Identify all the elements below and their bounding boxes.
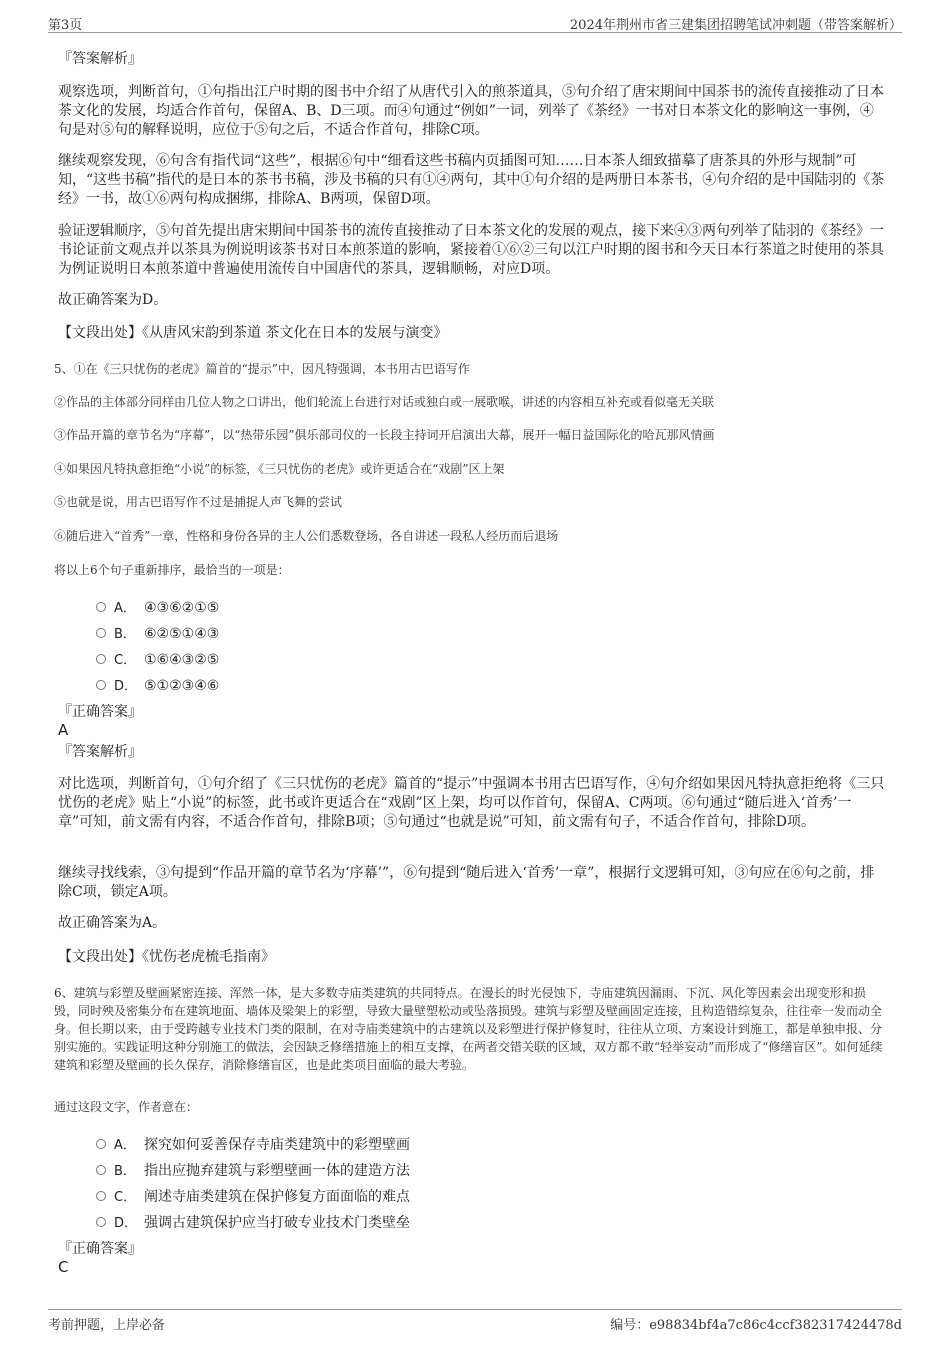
- q5-sentence-5: ⑤也就是说，用古巴语写作不过是捕捉人声飞舞的尝试: [54, 495, 343, 509]
- radio-icon[interactable]: [96, 680, 106, 690]
- radio-icon[interactable]: [96, 628, 106, 638]
- q4-analysis-p3: 验证逻辑顺序，⑤句首先提出唐宋期间中国茶书的流传直接推动了日本茶文化的发展的观点，接下来④③两句列举了陆羽的《茶经》一书论证前文观点并以茶具为例说明该茶书对日本煎茶道的影响，紧接着①⑥②三句以江户时期的图书和今天日本行茶道之时使用的茶具为例证说明日本煎茶道中普遍使用流传自中国唐代的茶具，逻辑顺畅，对应D项。: [58, 223, 884, 277]
- q6-answer: C: [58, 1258, 69, 1276]
- q4-source: 【文段出处】《从唐风宋韵到茶道 茶文化在日本的发展与演变》: [58, 325, 448, 341]
- q5-sentence-4: ④如果因凡特执意拒绝“小说”的标签，《三只忧伤的老虎》或许更适合在“戏剧”区上架: [54, 462, 505, 476]
- q6-option-d[interactable]: D． 强调古建筑保护应当打破专业技术门类壁垒: [96, 1212, 410, 1232]
- q4-analysis-p1: 观察选项，判断首句，①句指出江户时期的图书中介绍了从唐代引入的煎茶道具，⑤句介绍了唐宋期间中国茶书的流传直接推动了日本茶文化的发展，均适合作首句，保留A、B、D三项。而④句通过“例如”一词，列举了《茶经》一书对日本茶文化的影响这一事例，④句是对⑤句的解释说明，应位于⑤句之后，不适合作首句，排除C项。: [58, 84, 884, 138]
- footer-slogan: 考前押题，上岸必备: [48, 1318, 166, 1333]
- q6-option-c[interactable]: C． 阐述寺庙类建筑在保护修复方面面临的难点: [96, 1186, 410, 1206]
- radio-icon[interactable]: [96, 602, 106, 612]
- q5-answer: A: [58, 721, 69, 739]
- q5-analysis-p2: 继续寻找线索，③句提到“作品开篇的章节名为‘序幕’”，⑥句提到“随后进入‘首秀’一章”，根据行文逻辑可知，③句应在⑥句之前，排除C项，锁定A项。: [58, 865, 875, 900]
- radio-icon[interactable]: [96, 1165, 106, 1175]
- q5-correct-label: 『正确答案』: [58, 704, 142, 720]
- q4-conclusion: 故正确答案为D。: [58, 292, 168, 308]
- q5-option-c[interactable]: C． ①⑥④③②⑤: [96, 649, 219, 668]
- q5-source: 【文段出处】《忧伤老虎梳毛指南》: [58, 949, 275, 965]
- radio-icon[interactable]: [96, 1191, 106, 1201]
- q5-option-d[interactable]: D． ⑤①②③④⑥: [96, 675, 219, 694]
- q6-stem: 6、建筑与彩塑及壁画紧密连接、浑然一体，是大多数寺庙类建筑的共同特点。在漫长的时光侵蚀下，寺庙建筑因漏雨、下沉、风化等因素会出现变形和损毁，同时殃及密集分布在建筑地面、墙体及梁架上的彩塑，导致大量壁塑松动或坠落损毁。建筑与彩塑及壁画固定连接，且构造错综复杂，往往牵一发而动全身。但长期以来，由于受跨越专业技术门类的限制，在对寺庙类建筑中的古建筑以及彩塑进行保护修复时，往往从立项、方案设计到施工，都是单独申报、分别实施的。实践证明这种分别施工的做法，会因缺乏修缮措施上的相互支撑，在两者交错关联的区域，双方都不敢“轻举妄动”而形成了“修缮盲区”。如何延续建筑和彩塑及壁画的长久保存，消除修缮盲区，也是此类项目面临的最大考验。: [54, 986, 883, 1072]
- radio-icon[interactable]: [96, 1217, 106, 1227]
- q5-sentence-6: ⑥随后进入“首秀”一章，性格和身份各异的主人公们悉数登场，各自讲述一段私人经历而后退场: [54, 529, 559, 543]
- q5-option-a[interactable]: A． ④③⑥②①⑤: [96, 597, 219, 616]
- radio-icon[interactable]: [96, 654, 106, 664]
- document-title: 2024年荆州市省三建集团招聘笔试冲刺题（带答案解析）: [569, 18, 902, 33]
- page-header: [48, 12, 902, 33]
- page-footer: [48, 1309, 902, 1336]
- q5-analysis-label: 『答案解析』: [58, 744, 142, 760]
- radio-icon[interactable]: [96, 1139, 106, 1149]
- q4-analysis-p2: 继续观察发现，⑥句含有指代词“这些”，根据⑥句中“细看这些书稿内页插图可知……日本茶人细致描摹了唐茶具的外形与规制”可知，“这些书稿”指代的是日本的茶书书稿，涉及书稿的只有①④两句，其中①句介绍的是两册日本茶书，④句介绍的是中国陆羽的《茶经》一书，故①⑥两句构成捆绑，排除A、B两项，保留D项。: [58, 153, 885, 207]
- q5-analysis-p1: 对比选项，判断首句，①句介绍了《三只忧伤的老虎》篇首的“提示”中强调本书用古巴语写作，④句介绍如果因凡特执意拒绝将《三只忧伤的老虎》贴上“小说”的标签，此书或许更适合在“戏剧”区上架，均可以作首句，保留A、C两项。⑥句通过“随后进入‘首秀’一章”可知，前文需有内容，不适合作首句，排除B项；⑤句通过“也就是说”可知，前文需有句子，不适合作首句，排除D项。: [58, 776, 885, 830]
- q4-analysis-label: 『答案解析』: [58, 51, 142, 67]
- footer-serial: 编号：e98834bf4a7c86c4ccf382317424478d: [610, 1318, 902, 1333]
- q5-conclusion: 故正确答案为A。: [58, 915, 167, 931]
- q6-option-b[interactable]: B． 指出应抛弃建筑与彩塑壁画一体的建造方法: [96, 1160, 410, 1180]
- q5-sentence-1: 5、①在《三只忧伤的老虎》篇首的“提示”中，因凡特强调，本书用古巴语写作: [54, 362, 470, 376]
- q5-sentence-2: ②作品的主体部分同样由几位人物之口讲出，他们轮流上台进行对话或独白或一展歌喉，讲述的内容相互补充或看似毫无关联: [54, 395, 715, 409]
- q5-sentence-3: ③作品开篇的章节名为“序幕”，以“热带乐园”俱乐部司仪的一长段主持词开启演出大幕，展开一幅日益国际化的哈瓦那风情画: [54, 428, 715, 442]
- q5-prompt: 将以上6个句子重新排序，最恰当的一项是：: [54, 563, 290, 577]
- q6-correct-label: 『正确答案』: [58, 1241, 142, 1257]
- q5-option-b[interactable]: B． ⑥②⑤①④③: [96, 623, 219, 642]
- page-number: 第3页: [48, 18, 83, 33]
- q6-prompt: 通过这段文字，作者意在：: [54, 1100, 199, 1114]
- q6-option-a[interactable]: A． 探究如何妥善保存寺庙类建筑中的彩塑壁画: [96, 1134, 410, 1154]
